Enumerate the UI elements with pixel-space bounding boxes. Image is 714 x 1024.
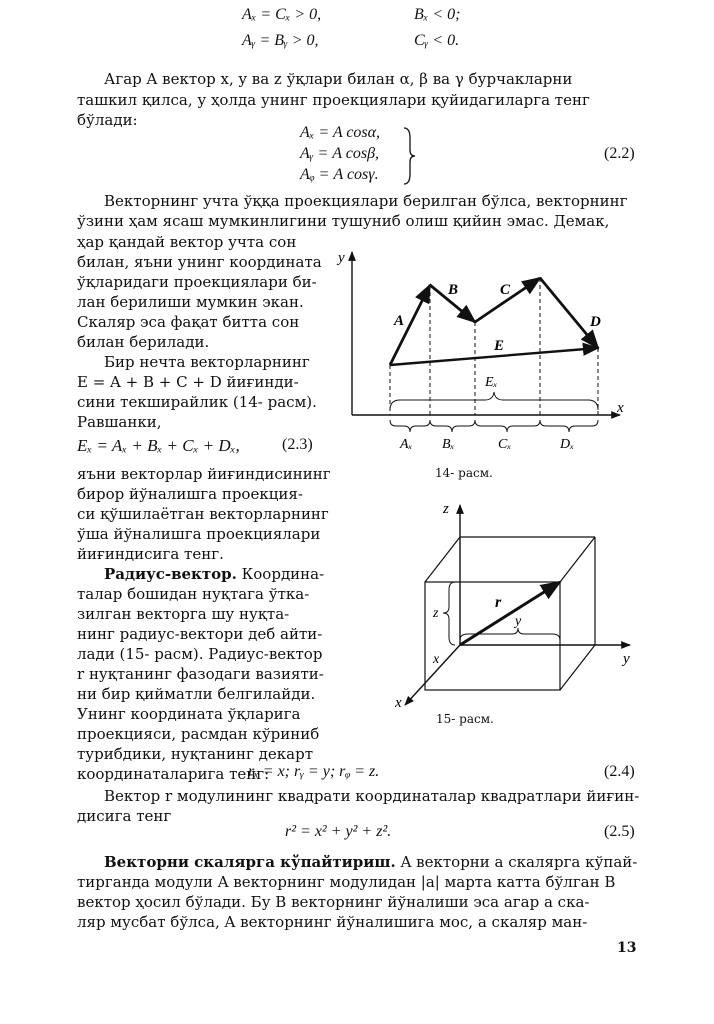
radius-line5: r нуқтанинг фазодаги вазияти- bbox=[77, 665, 324, 683]
scalar-first-rest: A векторни a скалярга кўпай- bbox=[400, 853, 638, 871]
col2-line2: бирор йўналишга проекция- bbox=[77, 485, 303, 503]
scalar-line2: вектор ҳосил бўлади. Бу B векторнинг йўналиши эса агар a ска- bbox=[77, 893, 590, 911]
para1-line1: Агар A вектор x, y ва z ўқлари билан α, β ва γ бурчакларни bbox=[104, 70, 573, 88]
fig14-cx-label: Cₓ bbox=[498, 437, 512, 452]
fig14-ex-label: Eₓ bbox=[485, 375, 498, 390]
eq24-label: (2.4) bbox=[604, 763, 635, 780]
radius-line9: турибдики, нуқтанинг декарт bbox=[77, 745, 314, 763]
fig14-d-label: D bbox=[590, 314, 601, 330]
col2-line5: йиғиндисига тенг. bbox=[77, 545, 224, 563]
col1-line2: билан, яъни унинг координата bbox=[77, 253, 322, 271]
radius-line4: лади (15- расм). Радиус-вектор bbox=[77, 645, 323, 663]
fig14-a-label: A bbox=[394, 313, 405, 329]
eq22-brace bbox=[400, 126, 420, 186]
fig15-x-coord: x bbox=[433, 652, 440, 667]
eq22-line1: Aₓ = A cosα, bbox=[300, 124, 381, 141]
eq23-text: Eₓ = Aₓ + Bₓ + Cₓ + Dₓ, bbox=[77, 436, 240, 455]
scalar-line1: тирганда модули A векторнинг модулидан |a| марта катта бўлган B bbox=[77, 873, 616, 891]
radius-first-rest: Координа- bbox=[241, 565, 325, 583]
col1-line9: сини текширайлик (14- расм). bbox=[77, 393, 317, 411]
eq22-line3: Aᵩ = A cosγ. bbox=[300, 166, 379, 183]
fig14-dx-label: Dₓ bbox=[560, 437, 575, 452]
radius-vector-r bbox=[460, 582, 560, 645]
fig15-y-label: y bbox=[623, 651, 630, 667]
fig15-z-label: z bbox=[443, 501, 449, 517]
fig14-b-label: B bbox=[448, 282, 459, 298]
scalar-first-line bbox=[104, 853, 637, 871]
fig15-y-coord: y bbox=[515, 614, 522, 629]
fig15-r-label: r bbox=[495, 594, 502, 611]
radius-line7: Унинг координата ўқларига bbox=[77, 705, 301, 723]
col1-line7: Бир нечта векторларнинг bbox=[104, 353, 310, 371]
col1-line4: лан берилиши мумкин экан. bbox=[77, 293, 304, 311]
para2-line2: ўзини ҳам ясаш мумкинлигини тушуниб олиш қийин эмас. Демак, bbox=[77, 212, 610, 230]
fig14-x-label: x bbox=[617, 400, 624, 416]
fig14-ex-brace bbox=[390, 392, 598, 410]
fig14-e-label: E bbox=[494, 338, 505, 354]
radius-line1: талар бошидан нуқтага ўтка- bbox=[77, 585, 310, 603]
fig14-bx-label: Bₓ bbox=[442, 437, 455, 452]
radius-first-line bbox=[104, 565, 324, 583]
eq22-label: (2.2) bbox=[604, 145, 635, 162]
eq25-label: (2.5) bbox=[604, 823, 635, 840]
col2-line1: яъни векторлар йиғиндисининг bbox=[77, 465, 331, 483]
fig15-caption: 15- расм. bbox=[436, 712, 494, 726]
condition-bx: Bₓ < 0; bbox=[414, 6, 461, 23]
figure-14 bbox=[330, 240, 630, 460]
eq25-text: r² = x² + y² + z². bbox=[285, 823, 392, 840]
radius-line6: ни бир қийматли белгилайди. bbox=[77, 685, 316, 703]
para3-line2: дисига тенг bbox=[77, 807, 172, 825]
para1-line3: бўлади: bbox=[77, 111, 138, 129]
scalar-line3: ляр мусбат бўлса, A векторнинг йўналишига мос, a скаляр ман- bbox=[77, 913, 588, 931]
col1-line5: Скаляр эса фақат битта сон bbox=[77, 313, 300, 331]
radius-line3: нинг радиус-вектори деб айти- bbox=[77, 625, 323, 643]
col2-line3: си қўшилаётган векторларнинг bbox=[77, 505, 329, 523]
fig14-ax-label: Aₓ bbox=[400, 437, 413, 452]
col1-line8: E = A + B + C + D йиғинди- bbox=[77, 373, 299, 391]
radius-line2: зилган векторга шу нуқта- bbox=[77, 605, 290, 623]
para2-line1: Векторнинг учта ўққа проекциялари берилган бўлса, векторнинг bbox=[104, 192, 628, 210]
condition-cy: Cᵧ < 0. bbox=[414, 32, 460, 49]
col1-line10: Равшанки, bbox=[77, 413, 162, 431]
scalar-heading: Векторни скалярга кўпайтириш. bbox=[104, 853, 396, 871]
col1-line3: ўқларидаги проекциялари би- bbox=[77, 273, 317, 291]
fig14-c-label: C bbox=[500, 282, 511, 298]
col2-line4: ўша йўналишга проекциялари bbox=[77, 525, 321, 543]
fig14-y-label: y bbox=[338, 250, 345, 266]
vector-d bbox=[540, 278, 598, 348]
condition-ay-by: Aᵧ = Bᵧ > 0, bbox=[242, 32, 319, 49]
radius-heading: Радиус-вектор. bbox=[104, 565, 237, 583]
radius-line8: проекцияси, расмдан кўриниб bbox=[77, 725, 320, 743]
fig14-caption: 14- расм. bbox=[435, 466, 493, 480]
condition-ax-cx: Aₓ = Cₓ > 0, bbox=[242, 6, 322, 23]
col1-line6: билан берилади. bbox=[77, 333, 210, 351]
radius-line10: координаталарига тенг: bbox=[77, 765, 270, 783]
eq22-line2: Aᵧ = A cosβ, bbox=[300, 145, 380, 162]
fig15-z-coord: z bbox=[433, 606, 439, 621]
eq24-text: rₓ = x; rᵧ = y; rᵩ = z. bbox=[248, 763, 380, 780]
para3-line1: Вектор r модулининг квадрати координаталар квадратлари йиғин- bbox=[104, 787, 640, 805]
page-number: 13 bbox=[617, 940, 637, 956]
para1-line2: ташкил қилса, у ҳолда унинг проекциялари қуйидагиларга тенг bbox=[77, 91, 590, 109]
col1-line1: ҳар қандай вектор учта сон bbox=[77, 233, 297, 251]
fig15-x-label: x bbox=[395, 695, 402, 710]
eq23-label: (2.3) bbox=[282, 436, 313, 453]
figure-15 bbox=[385, 495, 645, 710]
